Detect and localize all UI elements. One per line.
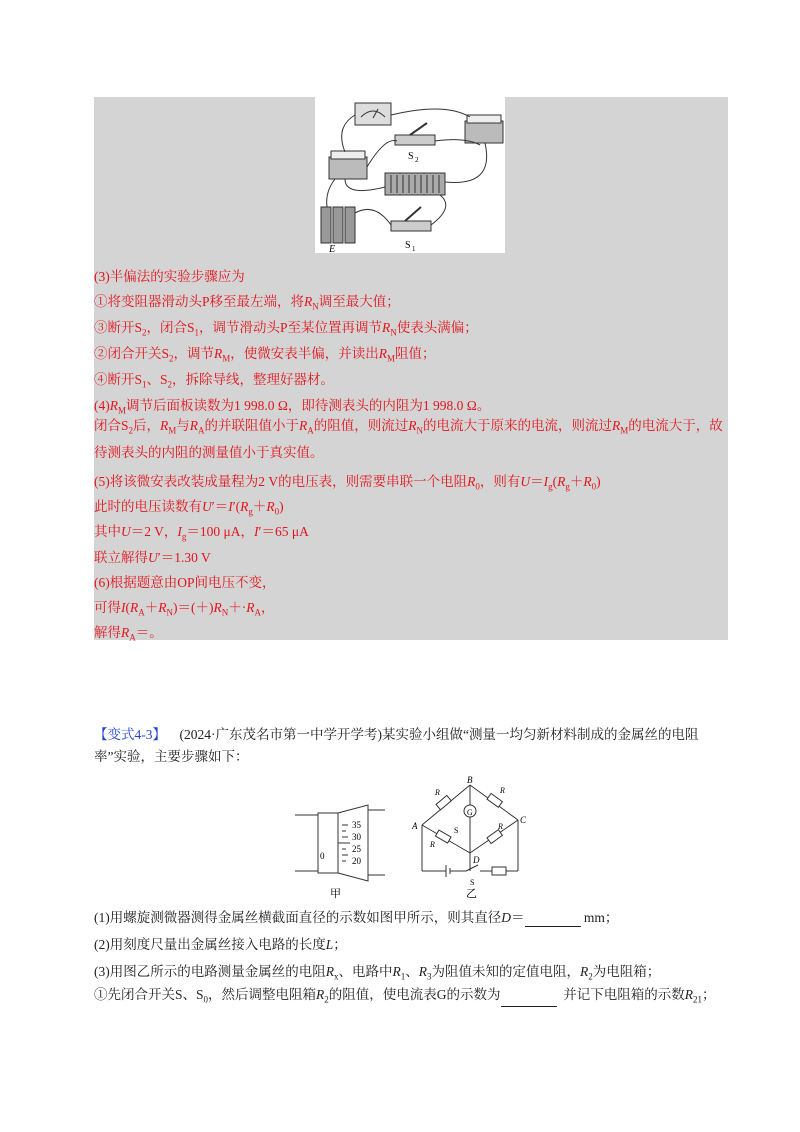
solution-line-result: 联立解得U′＝1.30 V xyxy=(94,550,211,565)
svg-text:S: S xyxy=(454,826,459,835)
circuit-photo xyxy=(315,97,505,253)
answer-blank-current[interactable] xyxy=(501,984,557,1007)
answer-blank-diameter[interactable] xyxy=(525,910,581,927)
scale-tick-30: 30 xyxy=(352,832,361,842)
question-2: (2)用刻度尺量出金属丝接入电路的长度L； xyxy=(94,937,347,952)
resistance-box-left-icon xyxy=(329,157,367,179)
svg-text:B: B xyxy=(467,775,473,785)
figure-label-yi: 乙 xyxy=(466,888,477,900)
problem-intro: 【变式4-3】 (2024·广东茂名市第一中学开学考)某实验小组做“测量一均匀新材料制成的金属丝的电阻率”实验，主要步骤如下： xyxy=(94,727,699,764)
solution-line-4: $(4)R_M$调节后面板读数为1 998.0 Ω，即待测表头的内阻为1 998.0 Ω。 xyxy=(94,398,491,416)
variant-tag: 【变式4-3】 xyxy=(94,727,166,742)
figure-label-jia: 甲 xyxy=(330,887,341,900)
solution-line-6: (6)根据题意由OP间电压不变， xyxy=(94,575,276,590)
microammeter-icon xyxy=(355,103,391,125)
svg-text:D: D xyxy=(473,855,480,865)
question-1: (1)用螺旋测微器测得金属丝横截面直径的示数如图甲所示，则其直径D＝ mm； xyxy=(94,910,619,925)
circuit-illustration xyxy=(315,97,505,253)
solution-line-reading: 此时的电压读数有$U'=I'(R_g+R_0)$ xyxy=(94,499,284,517)
resistance-box-right-icon xyxy=(465,121,503,143)
question-3: (3)用图乙所示的电路测量金属丝的电阻$R_x$、电路中$R_1$、$R_3$为阻值未知的定值电阻，$R_2$为电阻箱； xyxy=(94,964,661,982)
solution-line-step1: ①将变阻器滑动头P移至最左端，将$R_N$调至最大值； xyxy=(94,294,400,312)
svg-text:S: S xyxy=(470,878,475,887)
micrometer-zero: 0 xyxy=(320,851,325,861)
micrometer-figure xyxy=(295,805,385,900)
solution-line-3: (3)半偏法的实验步骤应为 xyxy=(94,269,245,284)
figures xyxy=(290,775,530,900)
switch-s1-icon xyxy=(391,221,431,231)
svg-text:S: S xyxy=(405,240,411,251)
svg-text:R: R xyxy=(435,788,440,797)
solution-line-solve: 解得$R_A=$。 xyxy=(94,625,163,643)
svg-text:R: R xyxy=(500,786,505,795)
svg-text:G: G xyxy=(467,808,473,817)
svg-text:R: R xyxy=(430,840,435,849)
solution-line-derive: 可得$I(R_A+R_N)=(+)R_N+\cdot R_A$， xyxy=(94,600,275,618)
scale-tick-35: 35 xyxy=(352,820,361,830)
svg-text:S: S xyxy=(408,151,414,162)
solution-line-step2: ②闭合开关$S_2$，调节$R_M$，使微安表半偏，并读出$R_M$阻值； xyxy=(94,346,436,364)
svg-text:A: A xyxy=(412,821,418,831)
solution-line-given: 其中U＝2 V，$I_g=100$ μA，I′＝65 μA xyxy=(94,524,309,542)
svg-text:1: 1 xyxy=(412,245,416,253)
switch-s2-icon xyxy=(395,135,435,145)
scale-tick-20: 20 xyxy=(352,856,361,866)
solution-line-step3: ③断开$S_2$，闭合$S_1$，调节滑动头P至某位置再调节$R_N$使表头满偏； xyxy=(94,320,478,338)
solution-line-step4: ④断开$S_1$、$S_2$，拆除导线，整理好器材。 xyxy=(94,372,335,390)
bridge-circuit-figure xyxy=(411,775,527,900)
scale-tick-25: 25 xyxy=(352,844,361,854)
battery-icon xyxy=(321,207,331,243)
solution-line-5: (5)将该微安表改装成量程为2 V的电压表，则需要串联一个电阻$R_0$，则有$U=I_g(R_g+R_0)$ xyxy=(94,474,601,492)
svg-text:C: C xyxy=(520,815,527,825)
solution-line-analysis: 闭合$S_2$后，$R_M$与$R_A$的并联阻值小于$R_A$的阻值，则流过$R_N$的电流大于原来的电流，则流过$R_M$的电流大于，故待测表头的内阻的测量值小于真实值。 xyxy=(94,418,723,460)
svg-text:R: R xyxy=(498,822,503,831)
svg-text:2: 2 xyxy=(415,156,419,164)
svg-text:E: E xyxy=(329,244,336,253)
question-3-step1: ①先闭合开关S、$S_0$，然后调整电阻箱$R_2$的阻值，使电流表G的示数为 并记下电阻箱的示数$R_{21}$； xyxy=(94,984,728,1011)
